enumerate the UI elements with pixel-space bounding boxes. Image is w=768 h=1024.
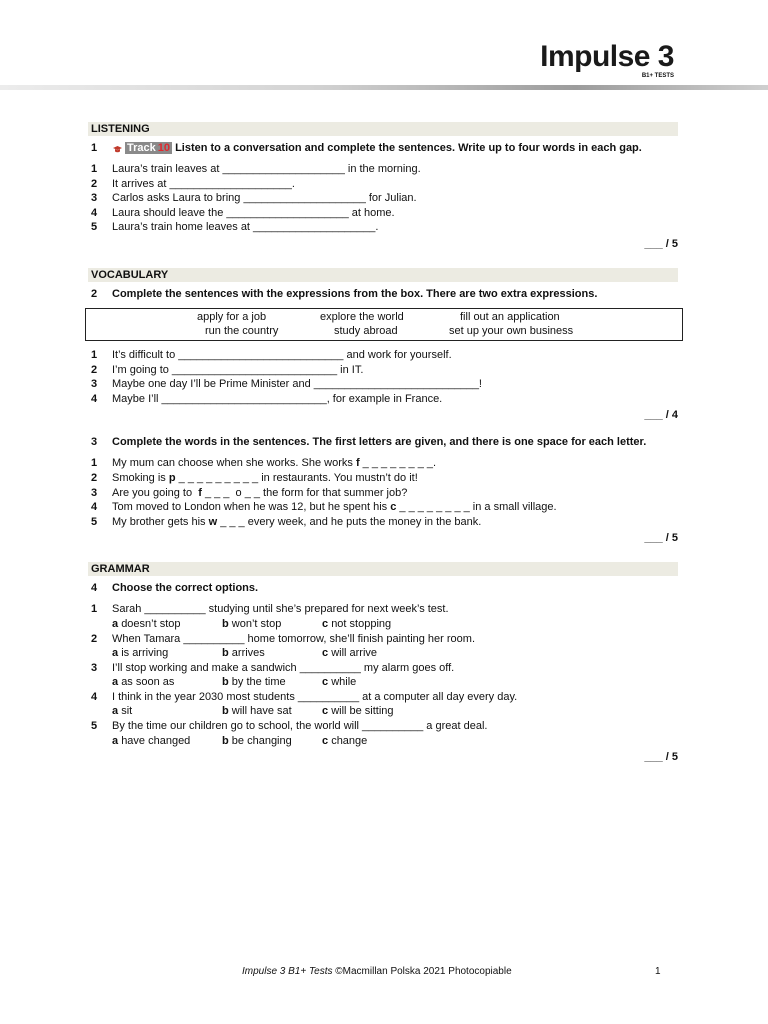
audio-track-icon [112, 144, 123, 153]
list-item: 1 My mum can choose when she works. She works f _ _ _ _ _ _ _ _. [91, 457, 437, 470]
list-item: 3 I’ll stop working and make a sandwich __________ my alarm goes off. [91, 661, 455, 674]
list-item: 5 By the time our children go to school, the world will __________ a great deal. [91, 720, 488, 733]
score-box: ___ / 5 [644, 532, 678, 545]
answer-options: a sit b will have sat c will be sitting [112, 705, 394, 718]
word-box-item: apply for a job [197, 310, 267, 323]
section-heading-listening: LISTENING [88, 122, 678, 136]
word-box-item: explore the world [320, 310, 404, 323]
grammar-items [88, 602, 678, 748]
vocabulary-q2-items [88, 348, 678, 406]
answer-options: a is arriving b arrives c will arrive [112, 647, 378, 660]
footer-text: Impulse 3 B1+ Tests ©Macmillan Polska 2021 Photocopiable [242, 966, 512, 977]
worksheet [88, 122, 678, 764]
question-4-instruction: 4 Choose the correct options. [91, 582, 259, 595]
list-item: 4 I think in the year 2030 most students __________ at a computer all day every day. [91, 690, 518, 703]
word-box-item: study abroad [334, 324, 398, 337]
question-2-instruction: 2 Complete the sentences with the expressions from the box. There are two extra expressions. [91, 287, 598, 300]
brand-title: Impulse 3 [540, 40, 674, 73]
question-number: 1 [91, 142, 98, 154]
brand-subtitle: B1+ TESTS [641, 73, 674, 79]
list-item: 1 It’s difficult to ___________________________ and work for yourself. [91, 348, 452, 361]
list-item: 3 Are you going to f _ _ _ o _ _ the form for that summer job? [91, 486, 408, 499]
brand-logo [540, 40, 674, 79]
vocabulary-q3-items [88, 456, 678, 529]
list-item: 3 Carlos asks Laura to bring ____________________ for Julian. [91, 192, 417, 205]
list-item: 4 Tom moved to London when he was 12, but he spent his c _ _ _ _ _ _ _ _ in a small village. [91, 501, 557, 514]
answer-options: a have changed b be changing c change [112, 734, 368, 747]
word-box [85, 308, 683, 341]
page-number: 1 [655, 966, 661, 977]
section-heading-grammar: GRAMMAR [88, 562, 678, 576]
score-box: ___ / 5 [644, 751, 678, 764]
list-item: 4 Maybe I’ll ___________________________, for example in France. [91, 392, 443, 405]
list-item: 2 When Tamara __________ home tomorrow, she’ll finish painting her room. [91, 632, 475, 645]
list-item: 1 Sarah __________ studying until she’s prepared for next week’s test. [91, 603, 449, 616]
word-box-item: run the country [205, 324, 279, 337]
list-item: 2 I’m going to ___________________________ in IT. [91, 363, 364, 376]
word-box-item: set up your own business [449, 324, 574, 337]
score-box: ___ / 4 [644, 409, 678, 422]
question-1-instruction [88, 141, 678, 155]
instruction-text: Listen to a conversation and complete the sentences. Write up to four words in each gap. [175, 142, 642, 154]
track-label: Track [127, 142, 156, 154]
list-item: 3 Maybe one day I’ll be Prime Minister and ___________________________! [91, 378, 482, 391]
answer-options: a as soon as b by the time c while [112, 676, 357, 689]
score-box: ___ / 5 [644, 237, 678, 250]
header-bar [0, 85, 768, 90]
track-number: 10 [157, 142, 170, 154]
list-item: 5 My brother gets his w _ _ _ every week, and he puts the money in the bank. [91, 515, 482, 528]
answer-options: a doesn’t stop b won’t stop c not stopping [112, 617, 392, 630]
list-item: 2 Smoking is p _ _ _ _ _ _ _ _ _ in restaurants. You mustn’t do it! [91, 471, 418, 484]
list-item: 5 Laura’s train home leaves at ____________________. [91, 221, 379, 234]
list-item: 4 Laura should leave the ____________________ at home. [91, 206, 395, 219]
list-item: 1 Laura’s train leaves at ____________________ in the morning. [91, 163, 421, 175]
section-heading-vocabulary: VOCABULARY [88, 268, 678, 282]
word-box-item: fill out an application [460, 310, 560, 323]
listening-items [88, 162, 678, 235]
list-item: 2 It arrives at ____________________. [91, 177, 295, 190]
question-3-instruction: 3 Complete the words in the sentences. The first letters are given, and there is one space for each letter. [91, 436, 647, 449]
